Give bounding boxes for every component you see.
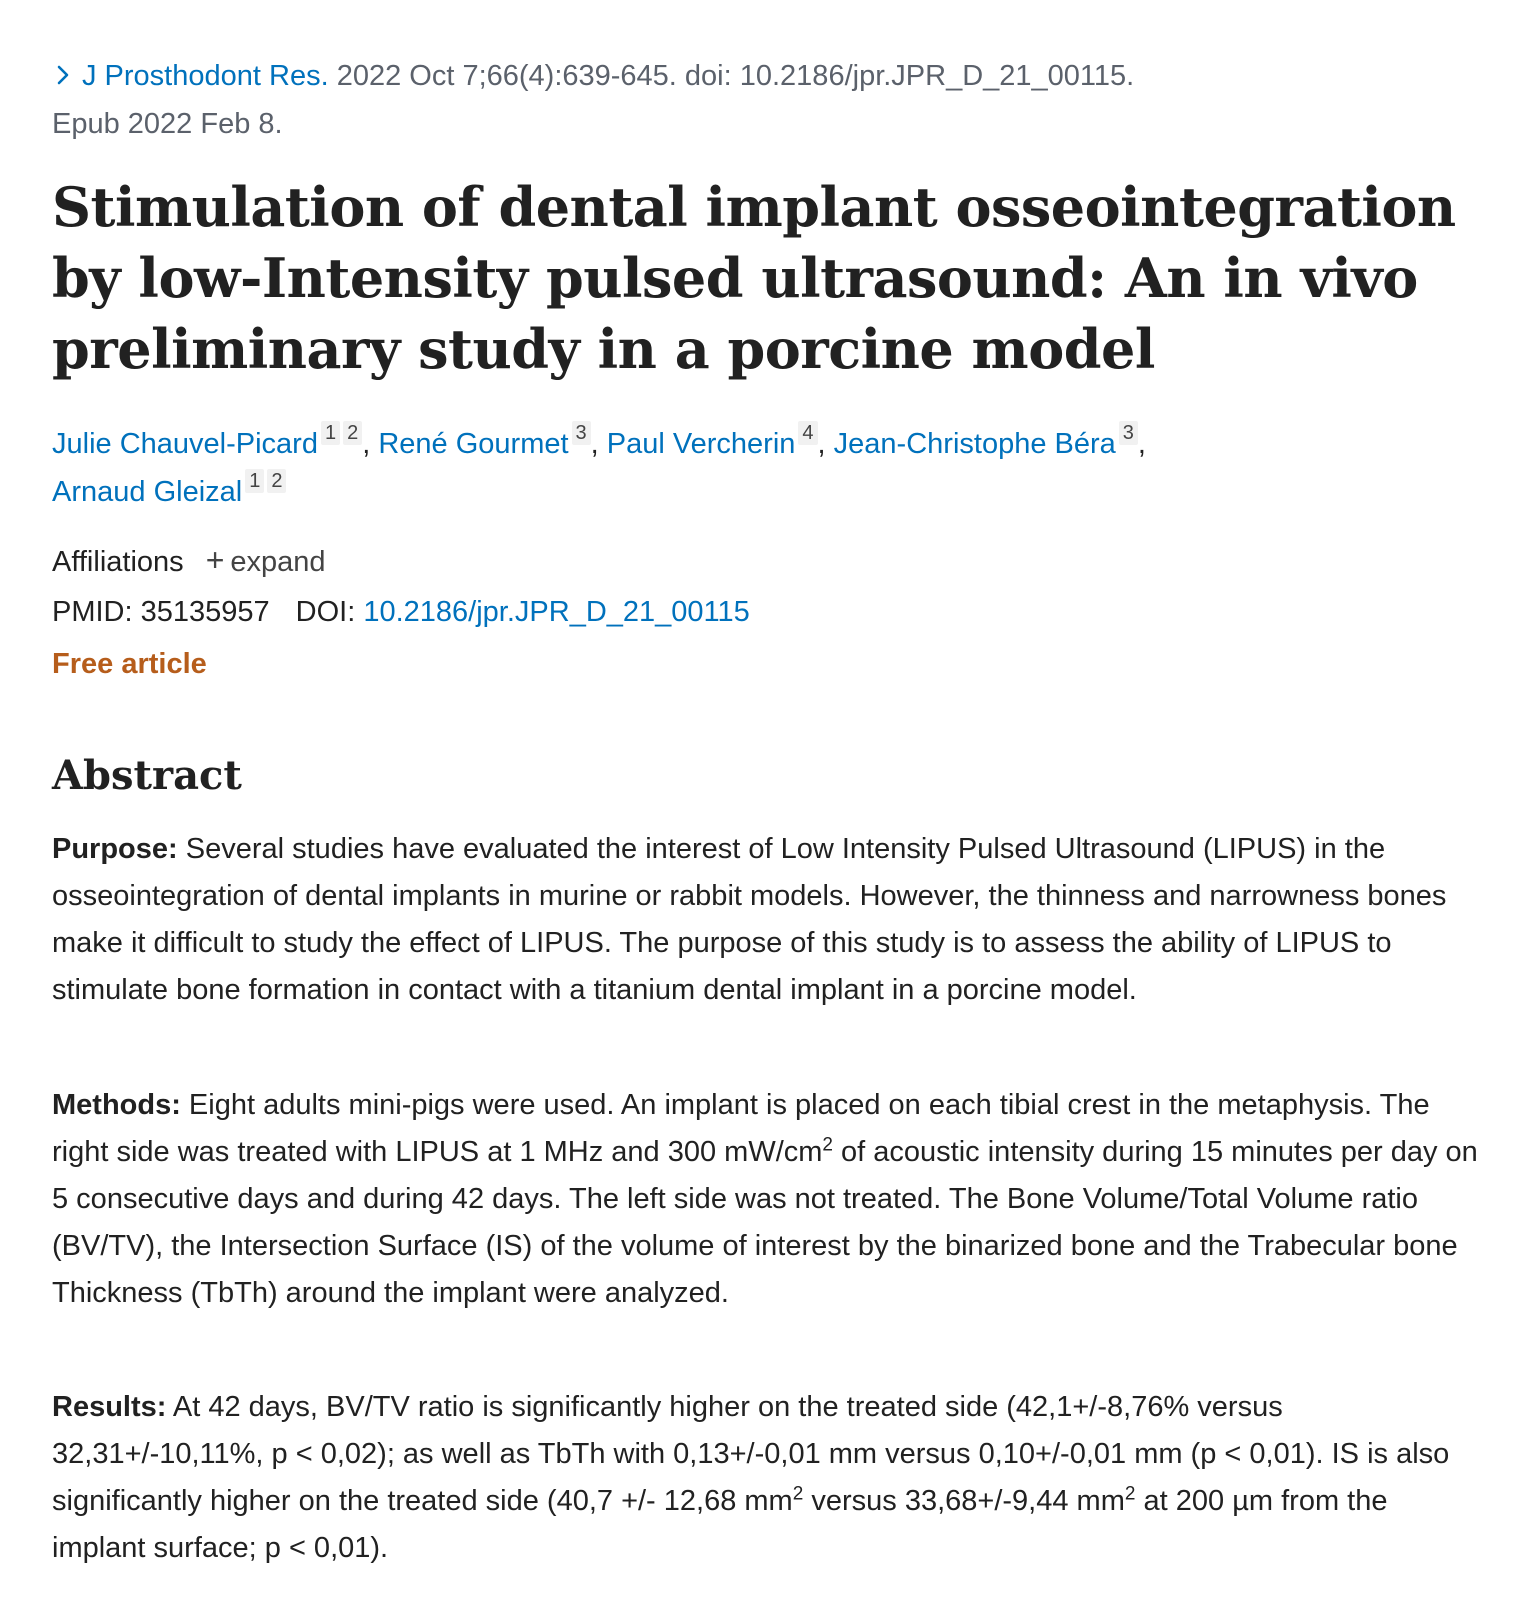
author-separator: ,: [1137, 428, 1146, 460]
methods-text: Eight adults mini-pigs were used. An implant is placed on each tibial crest in the metaphysis. The right side was treated with LIPUS at 1 MHz and 300 mW/cm: [52, 1089, 1430, 1168]
author-link[interactable]: Julie Chauvel-Picard: [52, 428, 318, 460]
author-separator: ,: [590, 428, 599, 460]
affiliation-ref[interactable]: 2: [343, 421, 362, 445]
doi-label: DOI:: [295, 596, 356, 628]
citation-details: 2022 Oct 7;66(4):639-645. doi: 10.2186/jpr.JPR_D_21_00115.: [328, 60, 1135, 92]
author-link[interactable]: Jean-Christophe Béra: [833, 428, 1116, 460]
purpose-text: Several studies have evaluated the interest of Low Intensity Pulsed Ultrasound (LIPUS) in the osseointegration of dental implants in murine or rabbit models. However, the thinness and narrowness bones make it difficult to study the effect of LIPUS. The purpose of this study is to assess the ability of LIPUS to stimulate bone formation in contact with a titanium dental implant in a porcine model.: [52, 833, 1447, 1006]
abstract-methods: [52, 1082, 1482, 1317]
author-link[interactable]: Arnaud Gleizal: [52, 476, 243, 508]
methods-text: of acoustic intensity during 15 minutes per day on 5 consecutive days and during 42 days. The left side was not treated. The Bone Volume/Total Volume ratio (BV/TV), the Intersection Surface (IS) of the volume of interest by the binarized bone and the Trabecular bone Thickness (TbTh) around the implant were analyzed.: [52, 1136, 1478, 1309]
authors-list: [52, 420, 1472, 516]
results-label: Results:: [52, 1391, 167, 1423]
superscript: 2: [822, 1134, 833, 1156]
affiliation-ref[interactable]: 4: [798, 421, 817, 445]
results-text: versus 33,68+/-9,44 mm: [803, 1485, 1125, 1517]
abstract-purpose: [52, 826, 1482, 1014]
doi-link[interactable]: 10.2186/jpr.JPR_D_21_00115: [363, 596, 750, 628]
citation: [52, 52, 1472, 148]
methods-label: Methods:: [52, 1089, 181, 1121]
results-text: at 200 µm from the implant surface; p < 0,01).: [52, 1485, 1388, 1564]
affiliation-ref[interactable]: 1: [245, 469, 264, 493]
chevron-right-icon: [52, 64, 74, 86]
results-text: At 42 days, BV/TV ratio is significantly higher on the treated side (42,1+/-8,76% versus 32,31+/-10,11%, p < 0,02); as well as TbTh with 0,13+/-0,01 mm versus 0,10+/-0,01 mm (p < 0,01). IS is also significantly higher on the treated side (40,7 +/- 12,68 mm: [52, 1391, 1450, 1517]
affiliation-ref[interactable]: 3: [1119, 421, 1138, 445]
page-title: Stimulation of dental implant osseointegration by low-Intensity pulsed ultrasound: An in vivo preliminary study in a porcine model: [52, 175, 1456, 381]
identifiers-row: [52, 588, 750, 636]
author-link[interactable]: René Gourmet: [378, 428, 569, 460]
purpose-label: Purpose:: [52, 833, 178, 865]
affiliations-label: Affiliations: [52, 546, 184, 578]
epub-date: Epub 2022 Feb 8.: [52, 108, 283, 140]
author-link[interactable]: Paul Vercherin: [606, 428, 796, 460]
affiliation-ref[interactable]: 3: [572, 421, 591, 445]
affiliation-ref[interactable]: 1: [321, 421, 340, 445]
expand-label: expand: [230, 546, 326, 578]
journal-name: J Prosthodont Res.: [82, 60, 329, 92]
author-separator: ,: [817, 428, 826, 460]
expand-affiliations-button[interactable]: [205, 542, 326, 578]
author-separator: ,: [362, 428, 371, 460]
abstract-results: [52, 1384, 1482, 1572]
plus-icon: +: [205, 542, 225, 578]
affiliations-row: [52, 536, 326, 586]
pmid-value: 35135957: [140, 596, 270, 628]
abstract-heading: Abstract: [52, 752, 242, 799]
pmid-label: PMID:: [52, 596, 133, 628]
superscript: 2: [792, 1483, 804, 1505]
journal-link[interactable]: [52, 60, 329, 92]
affiliation-ref[interactable]: 2: [267, 469, 286, 493]
free-article-badge: Free article: [52, 648, 207, 680]
superscript: 2: [1124, 1483, 1136, 1505]
